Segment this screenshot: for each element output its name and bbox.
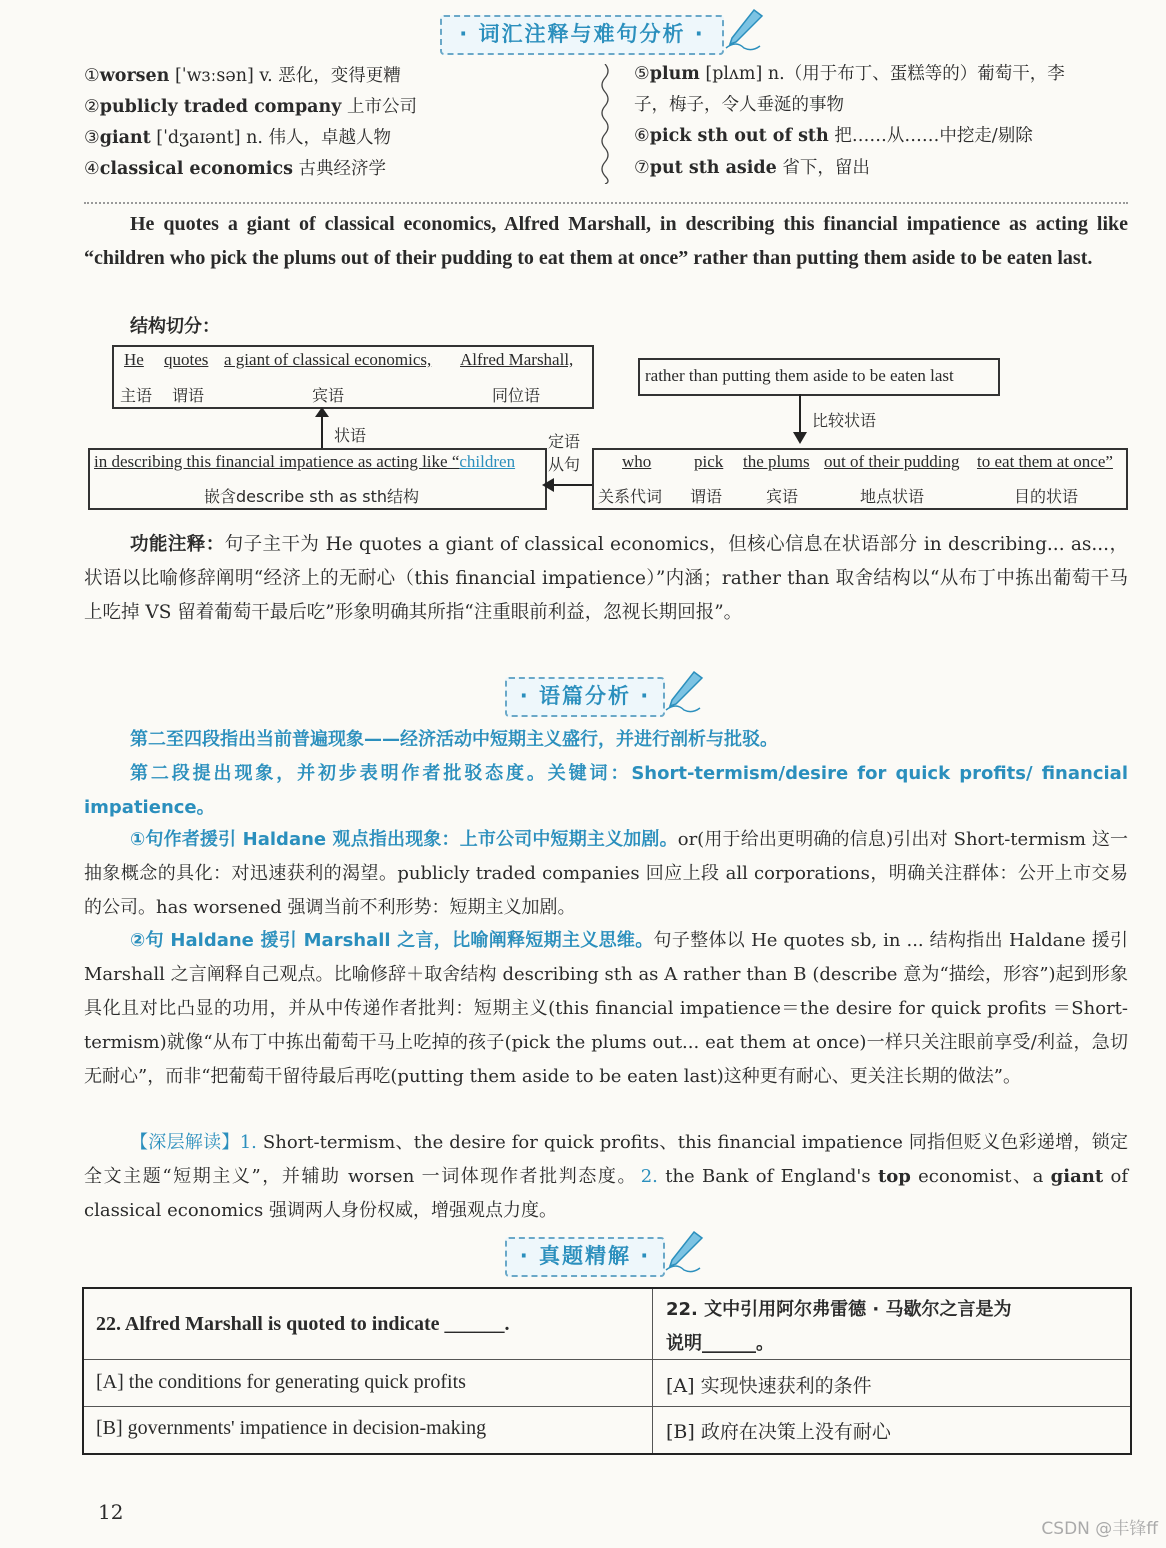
question-table: [82, 1287, 1132, 1455]
diagram-role: 目的状语: [1014, 487, 1079, 506]
diagram-word: to eat them at once”: [977, 452, 1113, 471]
pen-icon: [664, 670, 704, 714]
label-clause: 从句: [548, 455, 581, 474]
section-banner-vocab: · 词汇注释与难句分析 ·: [440, 15, 724, 55]
diagram-role: 宾语: [766, 487, 799, 506]
option-b-zh: [B] 政府在决策上没有耐心: [666, 1421, 891, 1443]
option-a-zh: [A] 实现快速获利的条件: [666, 1375, 872, 1397]
diagram-word: He: [124, 350, 144, 369]
key-sentence: He quotes a giant of classical economics, Alfred Marshall, in describing this financial impatience as acting like “children who pick the plums out of their pudding to eat them at once” rather than putting them aside to be eaten last.: [84, 213, 1128, 269]
diagram-word: Alfred Marshall,: [460, 350, 574, 369]
diagram-word: quotes: [164, 350, 209, 369]
question-zh-2: 说明______。: [666, 1333, 774, 1354]
discourse-para2: 第二段提出现象，并初步表明作者批驳态度。关键词：Short-termism/desire for quick profits/ financial impatience。: [84, 763, 1128, 818]
deep-interpretation: 【深层解读】1. Short-termism、the desire for quick profits、this financial impatience 同指但贬义色彩递增，锁定全文主题“短期主义”，并辅助 worsen 一词体现作者批判态度。 2. the Bank of England's top economist、a giant of classical economics 强调两人身份权威，增强观点力度。: [84, 1132, 1129, 1221]
arrow-up: [312, 405, 332, 451]
option-b-en: [B] governments' impatience in decision-making: [96, 1417, 487, 1439]
wavy-divider: [598, 64, 612, 184]
pen-icon: [724, 8, 764, 52]
watermark: CSDN @丰锋ff: [1041, 1519, 1158, 1539]
discourse-sentence2: ②句 Haldane 援引 Marshall 之言，比喻阐释短期主义思维。句子整体以 He quotes sb, in ... 结构指出 Haldane 援引 Marshall 之言阐释自己观点。比喻修辞＋取舍结构 describing sth as A rather than B (describe 意为“描绘，形容”)起到形象具化且对比凸显的功用，并从中传递作者批判：短期主义(this financial impatience＝the desire for quick profits ＝Short-termism)就像“从布丁中拣出葡萄干马上吃掉的孩子(pick the plums out... eat them at once)一样只关注眼前享受/利益，急切无耐心”，而非“把葡萄干留待最后再吃(putting them aside to be eaten last)这种更有耐心、更关注长期的做法”。: [84, 930, 1128, 1087]
vocab-item: ④classical economics 古典经济学: [84, 159, 387, 179]
diagram-role: 主语: [120, 386, 153, 405]
diagram-role: 关系代词: [598, 487, 663, 506]
column-divider: [652, 1289, 653, 1453]
vocab-item: ③giant [ˈdʒaɪənt] n. 伟人，卓越人物: [84, 128, 391, 148]
diagram-role: 谓语: [172, 386, 205, 405]
option-a-en: [A] the conditions for generating quick profits: [96, 1371, 466, 1393]
label-adverbial: 状语: [334, 426, 367, 445]
label-compare: 比较状语: [812, 411, 877, 430]
vocab-item: ⑦put sth aside 省下，留出: [634, 158, 870, 178]
diagram-word: in describing this financial impatience as acting like “children: [94, 452, 516, 471]
diagram-word: who: [622, 452, 652, 471]
diagram-word: a giant of classical economics,: [224, 350, 432, 369]
diagram-role: 地点状语: [860, 487, 925, 506]
diagram-word: rather than putting them aside to be eaten last: [645, 366, 954, 385]
diagram-role: 同位语: [492, 386, 541, 405]
arrow-left: [542, 476, 594, 494]
diagram-role: 谓语: [690, 487, 723, 506]
vocab-item: ②publicly traded company 上市公司: [84, 97, 417, 117]
section-banner-discourse: · 语篇分析 ·: [505, 677, 665, 717]
arrow-down: [790, 394, 810, 446]
diagram-role: 宾语: [312, 386, 345, 405]
vocab-item: ⑤plum [plʌm] n.（用于布丁、蛋糕等的）葡萄干，李: [634, 64, 1065, 84]
function-note: 功能注释：句子主干为 He quotes a giant of classical economics，但核心信息在状语部分 in describing... as...，状语以比喻修辞阐明“经济上的无耐心（this financial impatience）”内涵；rather than 取舍结构以“从布丁中拣出葡萄干马上吃掉 VS 留着葡萄干最后吃”形象明确其所指“注重眼前利益，忽视长期回报”。: [84, 534, 1128, 623]
divider: [84, 202, 1128, 204]
vocab-item: ⑥pick sth out of sth 把……从……中挖走/剔除: [634, 126, 1033, 146]
question-zh: 22. 文中引用阿尔弗雷德 · 马歇尔之言是为: [666, 1299, 1012, 1320]
section-banner-exam: · 真题精解 ·: [505, 1237, 665, 1277]
question-en: 22. Alfred Marshall is quoted to indicate ______.: [96, 1313, 510, 1335]
structure-title: 结构切分：: [130, 316, 220, 337]
vocab-item: ①worsen [ˈwɜːsən] v. 恶化，变得更糟: [84, 66, 401, 86]
vocab-item: 子，梅子，令人垂涎的事物: [634, 95, 844, 115]
diagram-word: the plums: [743, 452, 810, 471]
diagram-word: pick: [694, 452, 724, 471]
diagram-role: 嵌含describe sth as sth结构: [204, 487, 420, 506]
discourse-sentence1: ①句作者援引 Haldane 观点指出现象：上市公司中短期主义加剧。or(用于给出更明确的信息)引出对 Short-termism 这一抽象概念的具化：对迅速获利的渴望。publicly traded companies 回应上段 all corporations，明确关注群体：公开上市交易的公司。has worsened 强调当前不利形势：短期主义加剧。: [84, 829, 1128, 918]
discourse-summary: 第二至四段指出当前普遍现象——经济活动中短期主义盛行，并进行剖析与批驳。: [130, 729, 778, 750]
diagram-word: out of their pudding: [824, 452, 960, 471]
pen-icon: [664, 1230, 704, 1274]
label-attributive: 定语: [548, 432, 581, 451]
page-number: 12: [98, 1500, 124, 1524]
